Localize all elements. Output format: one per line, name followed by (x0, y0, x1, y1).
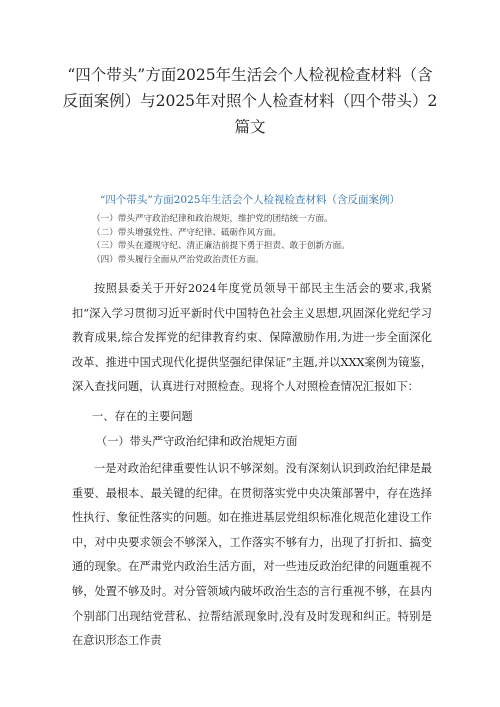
body-paragraph: 一是对政治纪律重要性认识不够深刻。没有深刻认识到政治纪律是最重要、最根本、最关键的纪律。在贯彻落实党中央决策部署中，存在选择性执行、象征性落实的问题。如在推进基层党组织标准化规范化建设工作中，对中央要求领会不够深入，工作落实不够有力，出现了打折扣、搞变通的现象。在严肃党内政治生活方面，对一些违反政治纪律的问题重视不够，处置不够及时。对分管领域内破坏政治生态的言行重视不够，在县内个别部门出现结党营私、拉帮结派现象时,没有及时发现和纠正。特别是在意识形态工作责 (72, 462, 432, 648)
document-title: “四个带头”方面2025年生活会个人检视检查材料（含反面案例）与2025年对照个人检查材料（四个带头）2篇文 (62, 66, 438, 136)
toc-item[interactable]: （三）带头在遵规守纪、清正廉洁前提下勇于担责、敢于创新方面。 (92, 241, 350, 252)
toc-item[interactable]: （二）带头增强党性、严守纪律、砥砺作风方面。 (92, 227, 282, 238)
toc-title[interactable]: “四个带头”方面2025年生活会个人检视检查材料（含反面案例） (100, 194, 400, 206)
subsection-heading: （一）带头严守政治纪律和政治规矩方面 (96, 435, 298, 448)
toc-item[interactable]: （四）带头履行全面从严治党政治责任方面。 (92, 254, 264, 265)
intro-paragraph: 按照县委关于开好2024年度党员领导干部民主生活会的要求,我紧扣“深入学习贯彻习近平新时代中国特色社会主义思想,巩固深化党纪学习教育成果,综合发挥党的纪律教育约束、保障激励作用,为进一步全面深化改革、推进中国式现代化提供坚强纪律保证”主题,并以XXX案例为镜鉴，深入查找问题，认真进行对照检查。现将个人对照检查情况汇报如下： (72, 282, 432, 394)
toc-item[interactable]: （一）带头严守政治纪律和政治规矩，维护党的团结统一方面。 (92, 214, 333, 224)
toc-list (92, 213, 350, 267)
section-heading: 一、存在的主要问题 (92, 410, 193, 423)
